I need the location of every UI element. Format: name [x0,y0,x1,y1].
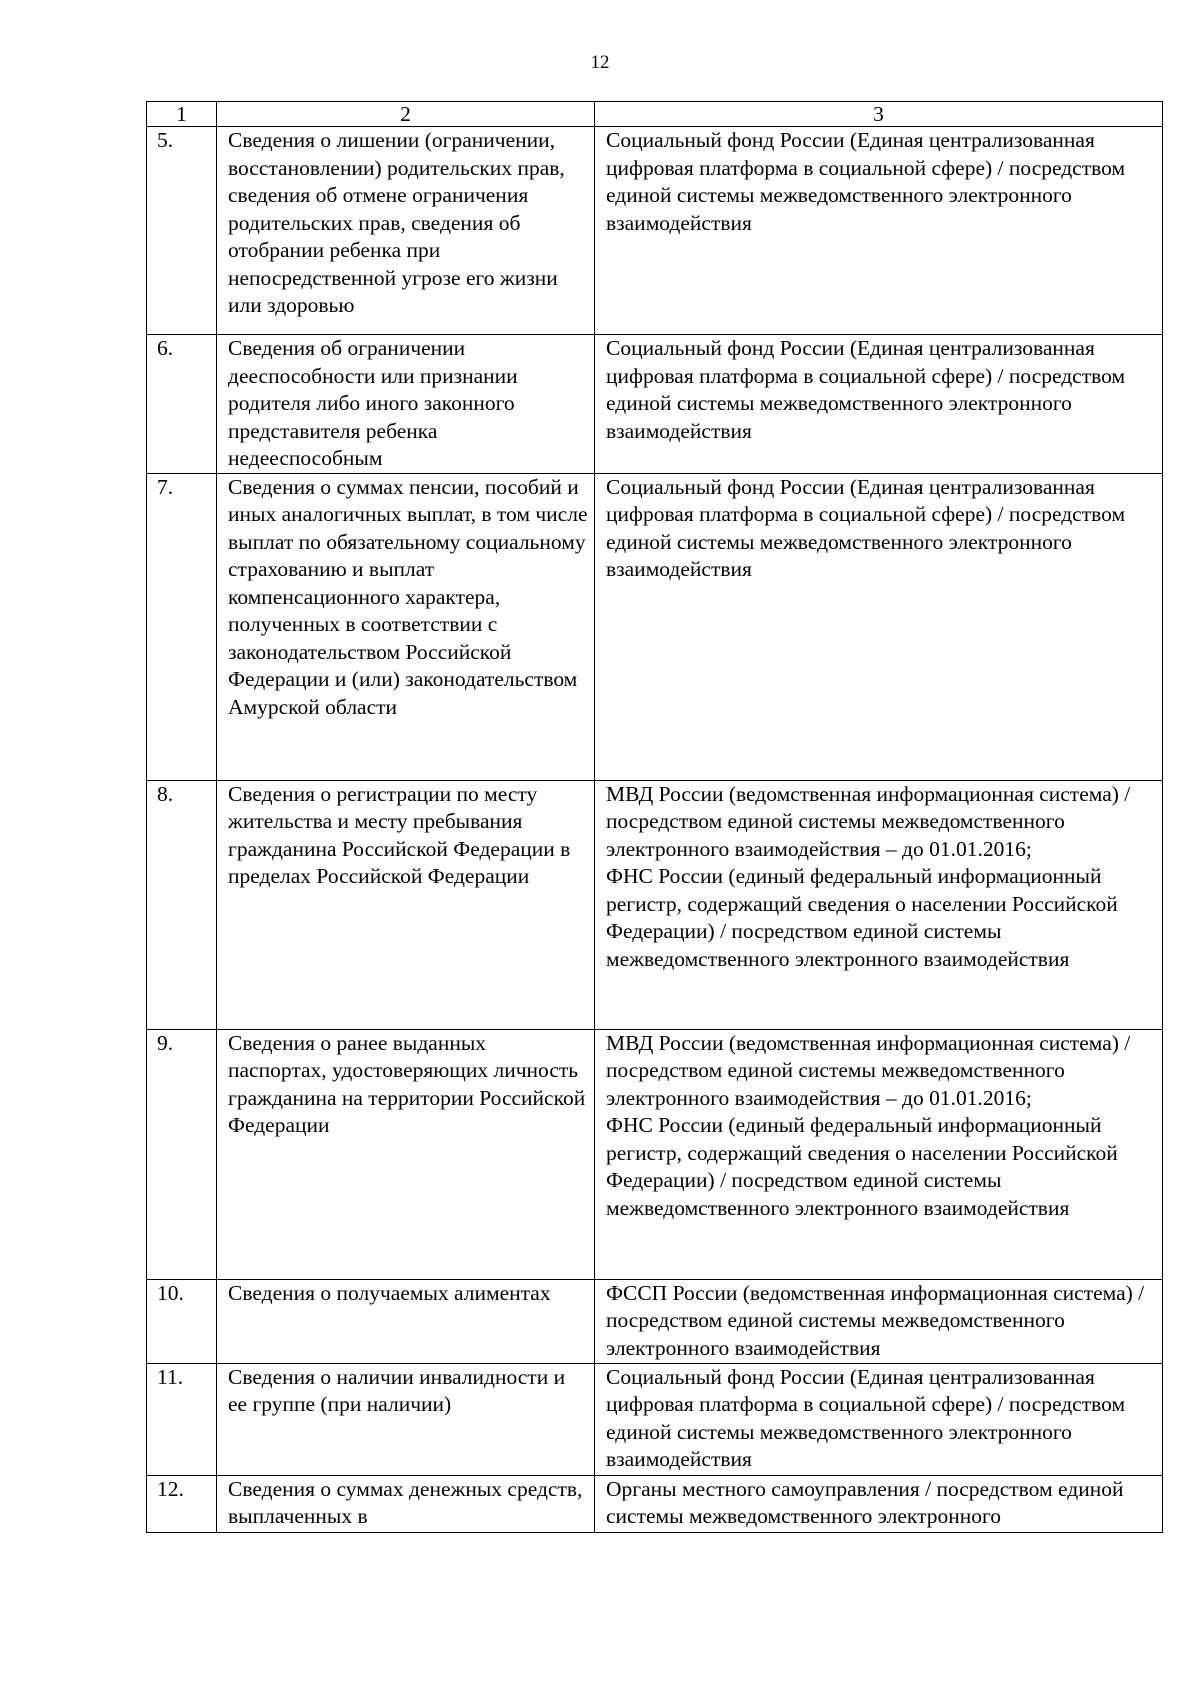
source-paragraph: Социальный фонд России (Единая централизованная цифровая платформа в социальной сфере) / посредством единой системы межведомственного электронного взаимодействия [606,474,1126,581]
source-paragraph: Социальный фонд России (Единая централизованная цифровая платформа в социальной сфере) / посредством единой системы межведомственного электронного взаимодействия [606,1364,1126,1471]
row-number: 9. [147,1029,217,1279]
info-description: Сведения о лишении (ограничении, восстановлении) родительских прав, сведения об отмене ограничения родительских прав, сведения об отобрании ребенка при непосредственной угрозе его жизни или здоровью [217,127,595,335]
table-header-row [147,102,1163,127]
row-number: 12. [147,1475,217,1532]
table-row [147,1363,1163,1475]
info-description: Сведения о суммах пенсии, пособий и иных аналогичных выплат, в том числе выплат по обязательному социальному страхованию и выплат компенсационного характера, полученных в соответствии с законодательством Российской Федерации и (или) законодательством Амурской области [217,473,595,780]
table-row [147,335,1163,474]
source-paragraph: Социальный фонд России (Единая централизованная цифровая платформа в социальной сфере) / посредством единой системы межведомственного электронного взаимодействия [606,128,1126,235]
info-source [595,335,1163,474]
data-sources-table [146,101,1163,1533]
info-description: Сведения о наличии инвалидности и ее группе (при наличии) [217,1363,595,1475]
header-col-2: 2 [217,102,595,127]
info-description: Сведения о получаемых алиментах [217,1279,595,1363]
source-paragraph: ФНС России (единый федеральный информационный регистр, содержащий сведения о населении Российской Федерации) / посредством единой системы межведомственного электронного взаимодействия [606,1113,1118,1220]
page-number: 12 [590,52,610,73]
header-col-3: 3 [595,102,1163,127]
info-source [595,1029,1163,1279]
row-number: 5. [147,127,217,335]
source-paragraph: Органы местного самоуправления / посредством единой системы межведомственного электронного [606,1476,1124,1528]
row-number: 8. [147,780,217,1029]
info-source [595,1363,1163,1475]
info-source [595,1475,1163,1532]
row-number: 10. [147,1279,217,1363]
table-row [147,1029,1163,1279]
row-number: 11. [147,1363,217,1475]
table-row [147,780,1163,1029]
table-row [147,1475,1163,1532]
info-source [595,473,1163,780]
source-paragraph: МВД России (ведомственная информационная система) / посредством единой системы межведомственного электронного взаимодействия – до 01.01.2016; [606,781,1131,861]
source-paragraph: ФНС России (единый федеральный информационный регистр, содержащий сведения о населении Российской Федерации) / посредством единой системы межведомственного электронного взаимодействия [606,864,1118,971]
header-col-1: 1 [147,102,217,127]
info-source [595,1279,1163,1363]
source-paragraph: МВД России (ведомственная информационная система) / посредством единой системы межведомственного электронного взаимодействия – до 01.01.2016; [606,1030,1131,1110]
info-source [595,780,1163,1029]
source-paragraph: ФССП России (ведомственная информационная система) / посредством единой системы межведомственного электронного взаимодействия [606,1280,1145,1360]
table-row [147,127,1163,335]
row-number: 6. [147,335,217,474]
info-description: Сведения о регистрации по месту жительства и месту пребывания гражданина Российской Федерации в пределах Российской Федерации [217,780,595,1029]
info-description: Сведения об ограничении дееспособности или признании родителя либо иного законного представителя ребенка недееспособным [217,335,595,474]
info-description: Сведения о суммах денежных средств, выплаченных в [217,1475,595,1532]
source-paragraph: Социальный фонд России (Единая централизованная цифровая платформа в социальной сфере) / посредством единой системы межведомственного электронного взаимодействия [606,336,1126,443]
info-description: Сведения о ранее выданных паспортах, удостоверяющих личность гражданина на территории Российской Федерации [217,1029,595,1279]
row-number: 7. [147,473,217,780]
info-source [595,127,1163,335]
table-row [147,1279,1163,1363]
table-row [147,473,1163,780]
